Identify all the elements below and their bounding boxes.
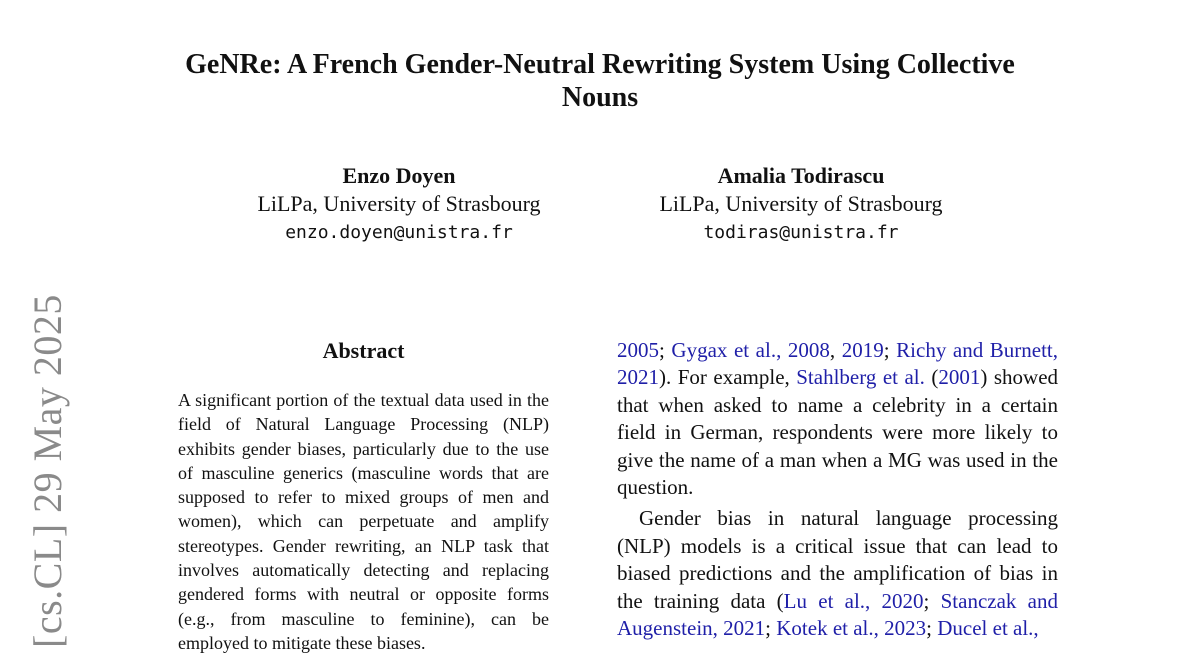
body-text: Gender bias in natural language processing (NLP) models is a critical issue that can lead to biased predictions and the amplification of bias in the training data ( (617, 506, 1058, 613)
body-text: ; (659, 338, 672, 362)
citation-link[interactable]: 2019 (841, 338, 884, 362)
citation-link[interactable]: Stahlberg et al. (796, 365, 925, 390)
body-text: , (829, 338, 842, 362)
arxiv-side-stamp: [cs.CL] 29 May 2025 (25, 294, 70, 648)
body-paragraph-2 (617, 505, 1058, 642)
citation-link[interactable]: 2001 (938, 365, 981, 390)
citation-link[interactable]: Lu et al., (783, 588, 871, 613)
author-block-1 (229, 162, 569, 248)
citation-link[interactable]: Richy and Burnett, (896, 338, 1059, 362)
citation-link[interactable]: Ducel et al., (937, 616, 1039, 641)
citation-link[interactable]: Gygax et al., (671, 338, 782, 362)
author-block-2 (631, 162, 971, 248)
body-text: ; (883, 338, 897, 362)
body-text: ). For example, (659, 365, 797, 390)
citation-link[interactable]: Kotek et al., (776, 616, 879, 641)
body-text: ; (923, 588, 941, 613)
citation-link[interactable]: 2005 (617, 338, 659, 362)
body-text: ( (924, 365, 939, 390)
body-text: ; (765, 616, 777, 641)
body-text: ; (926, 616, 938, 641)
author-name: Enzo Doyen (342, 163, 456, 188)
abstract-text: A significant portion of the textual data used in the field of Natural Language Processing (NLP) exhibits gender biases, particularly due to the use of masculine generics (masculine words that are supposed to refer to mixed groups of men and women), which can perpetuate and amplify stereotypes. Gender rewriting, an NLP task that involves automatically detecting and replacing gendered forms with neutral or opposite forms (e.g., from masculine to feminine), can be employed to mitigate these biases. (178, 390, 549, 653)
body-paragraph-1 (617, 337, 1058, 501)
citation-link[interactable]: 2008 (787, 338, 830, 362)
citation-link[interactable]: Stanczak and Augenstein, (617, 588, 1058, 641)
citation-link[interactable]: 2021 (617, 365, 659, 390)
body-text: ) showed that when asked to name a celebrity in a certain field in German, respondents were more likely to give the name of a man when a MG was used in the question. (617, 365, 1059, 500)
citation-link[interactable]: 2020 (881, 588, 924, 613)
abstract-heading: Abstract (322, 338, 405, 363)
author-name: Amalia Todirascu (717, 163, 885, 188)
author-affiliation: LiLPa, University of Strasbourg (257, 191, 541, 216)
author-email: enzo.doyen@unistra.fr (285, 222, 513, 243)
citation-link[interactable]: 2023 (884, 616, 927, 641)
citation-link[interactable]: 2021 (723, 616, 766, 641)
author-affiliation: LiLPa, University of Strasbourg (659, 191, 943, 216)
body-column-right (617, 337, 1058, 642)
author-email: todiras@unistra.fr (703, 222, 899, 243)
paper-title: GeNRe: A French Gender-Neutral Rewriting System Using Collective Nouns (185, 49, 1015, 113)
